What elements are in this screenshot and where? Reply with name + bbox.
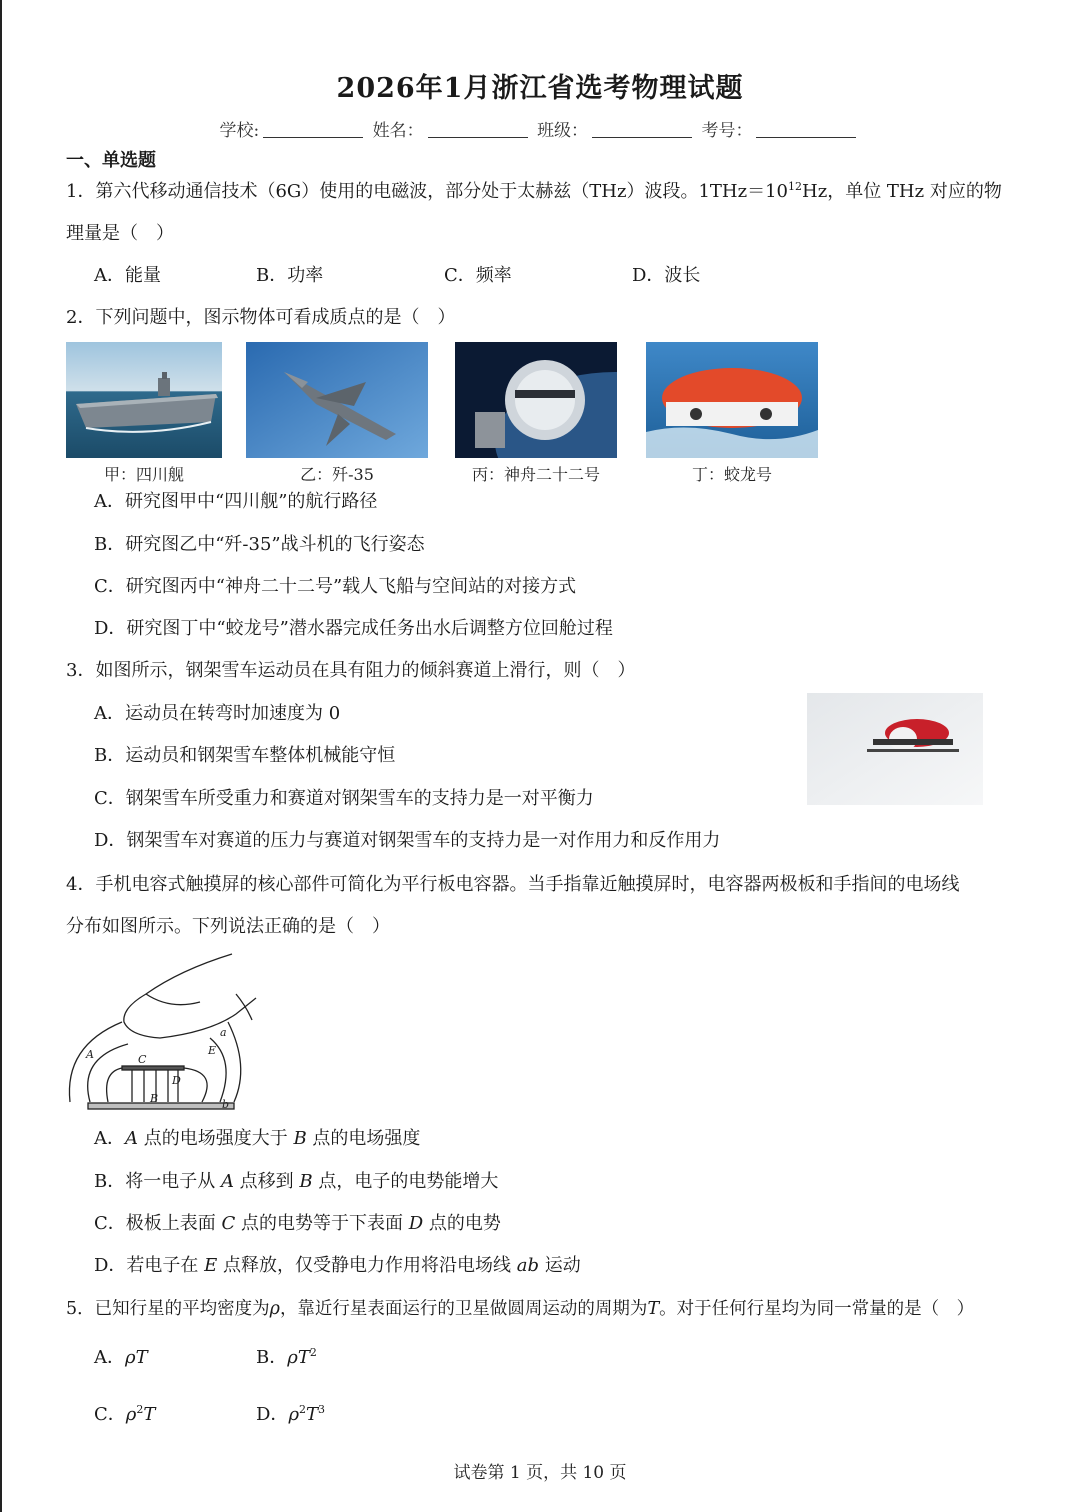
q4a-var2: B xyxy=(293,1128,307,1149)
q4-option-d[interactable] xyxy=(94,1256,581,1276)
q5d-b2: T xyxy=(306,1404,319,1425)
q4a-mid: 点的电场强度大于 xyxy=(138,1128,294,1149)
caption-jia: 甲：四川舰 xyxy=(103,465,184,484)
q5c-b2: T xyxy=(143,1404,156,1425)
q4a-pre: A． xyxy=(94,1128,125,1149)
q3-option-c[interactable]: C．钢架雪车所受重力和赛道对钢架雪车的支持力是一对平衡力 xyxy=(94,788,594,809)
q4d-var1: E xyxy=(204,1255,218,1276)
page-footer: 试卷第 1 页，共 10 页 xyxy=(453,1463,627,1483)
exam-no-blank[interactable] xyxy=(756,121,856,138)
q5d-b1: ρ xyxy=(288,1404,300,1425)
q4d-mid: 点释放，仅受静电力作用将沿电场线 xyxy=(217,1255,517,1276)
q4d-var2: ab xyxy=(516,1255,540,1276)
q5a-expr: ρT xyxy=(125,1347,148,1368)
q1-stem-line2: 理量是（ ） xyxy=(66,223,174,244)
q4a-post: 点的电场强度 xyxy=(306,1128,421,1149)
q4b-post: 点，电子的电势能增大 xyxy=(312,1171,499,1192)
q4c-pre: C．极板上表面 xyxy=(94,1213,222,1234)
q5-post: 。对于任何行星均为同一常量的是（ ） xyxy=(659,1299,975,1319)
q5c-exp: 2 xyxy=(136,1403,144,1416)
q4c-var1: C xyxy=(221,1213,236,1234)
q4c-post: 点的电势 xyxy=(423,1213,501,1234)
exam-title: 2026年1月浙江省选考物理试题 xyxy=(336,73,744,104)
q2-stem: 2．下列问题中，图示物体可看成质点的是（ ） xyxy=(66,307,456,328)
q1-exponent: 12 xyxy=(788,180,803,193)
q5b-label: B． xyxy=(256,1347,288,1368)
student-info-line xyxy=(0,116,1080,141)
label-A: A xyxy=(86,1048,94,1061)
page-left-border xyxy=(0,0,2,1512)
class-label: 班级： xyxy=(537,121,589,141)
photo-fighter-jet xyxy=(246,342,428,458)
q3-stem: 3．如图所示，钢架雪车运动员在具有阻力的倾斜赛道上滑行，则（ ） xyxy=(66,660,636,681)
q1-option-b[interactable]: B．功率 xyxy=(256,265,324,286)
q5-mid: ，靠近行星表面运行的卫星做圆周运动的周期为 xyxy=(279,1299,648,1319)
label-E: E xyxy=(208,1044,217,1057)
photo-aircraft-carrier xyxy=(66,342,222,458)
q4a-var1: A xyxy=(125,1128,138,1149)
q5-option-a[interactable] xyxy=(94,1348,148,1368)
name-blank[interactable] xyxy=(428,121,528,138)
q4b-pre: B．将一电子从 xyxy=(94,1171,221,1192)
q4d-pre: D．若电子在 xyxy=(94,1255,205,1276)
q5c-label: C． xyxy=(94,1404,126,1425)
q5d-exp2: 3 xyxy=(318,1403,326,1416)
section-heading: 一、单选题 xyxy=(66,150,156,171)
q4b-var2: B xyxy=(299,1171,313,1192)
electric-field-diagram xyxy=(60,950,260,1120)
photo-skeleton-sled xyxy=(807,693,983,805)
q1-text-a: 1．第六代移动通信技术（6G）使用的电磁波，部分处于太赫兹（THz）波段。1THz＝10 xyxy=(66,181,789,202)
q5b-expr: ρT xyxy=(287,1347,310,1368)
caption-ding: 丁：蛟龙号 xyxy=(691,465,772,484)
photo-submersible xyxy=(646,342,818,458)
exam-no-label: 考号： xyxy=(701,121,753,141)
school-label: 学校: xyxy=(219,121,260,141)
q5-option-d[interactable] xyxy=(256,1405,325,1425)
q4c-mid: 点的电势等于下表面 xyxy=(235,1213,409,1234)
q5d-label: D． xyxy=(256,1404,289,1425)
q5a-label: A． xyxy=(94,1347,125,1368)
q5d-exp1: 2 xyxy=(299,1403,307,1416)
q5-rho: ρ xyxy=(269,1299,280,1319)
q5-pre: 5．已知行星的平均密度为 xyxy=(66,1299,270,1319)
q4-option-b[interactable] xyxy=(94,1172,498,1192)
q1-stem xyxy=(66,182,1002,202)
q4b-mid: 点移到 xyxy=(233,1171,300,1192)
q4d-post: 运动 xyxy=(539,1255,581,1276)
photo-spacecraft xyxy=(455,342,617,458)
q5b-exp: 2 xyxy=(309,1346,317,1359)
q1-text-b: Hz，单位 THz 对应的物 xyxy=(802,181,1002,202)
q5c-b1: ρ xyxy=(125,1404,137,1425)
q5-option-b[interactable] xyxy=(256,1348,317,1368)
q5-option-c[interactable] xyxy=(94,1405,155,1425)
class-blank[interactable] xyxy=(592,121,692,138)
name-label: 姓名： xyxy=(372,121,424,141)
caption-bing: 丙：神舟二十二号 xyxy=(471,465,600,484)
q4-option-c[interactable] xyxy=(94,1214,501,1234)
label-a: a xyxy=(220,1026,227,1039)
q3-option-d[interactable]: D．钢架雪车对赛道的压力与赛道对钢架雪车的支持力是一对作用力和反作用力 xyxy=(94,830,721,851)
caption-yi: 乙：歼-35 xyxy=(300,465,374,484)
q1-option-d[interactable]: D．波长 xyxy=(632,265,701,286)
q4c-var2: D xyxy=(408,1213,424,1234)
q1-option-c[interactable]: C．频率 xyxy=(444,265,512,286)
label-D: D xyxy=(172,1074,181,1087)
q2-option-d[interactable]: D．研究图丁中“蛟龙号”潜水器完成任务出水后调整方位回舱过程 xyxy=(94,618,613,639)
q3-option-b[interactable]: B．运动员和钢架雪车整体机械能守恒 xyxy=(94,745,396,766)
q5-stem xyxy=(66,1299,974,1319)
q2-option-a[interactable]: A．研究图甲中“四川舰”的航行路径 xyxy=(94,491,378,512)
q3-option-a[interactable]: A．运动员在转弯时加速度为 0 xyxy=(94,703,341,724)
q2-option-b[interactable]: B．研究图乙中“歼-35”战斗机的飞行姿态 xyxy=(94,534,425,555)
label-B: B xyxy=(150,1092,159,1105)
q4b-var1: A xyxy=(220,1171,234,1192)
q4-stem-line1: 4．手机电容式触摸屏的核心部件可简化为平行板电容器。当手指靠近触摸屏时，电容器两极板和手指间的电场线 xyxy=(66,874,960,895)
label-C: C xyxy=(138,1053,147,1066)
q4-option-a[interactable] xyxy=(94,1129,420,1149)
label-b: b xyxy=(222,1098,230,1111)
q2-option-c[interactable]: C．研究图丙中“神舟二十二号”载人飞船与空间站的对接方式 xyxy=(94,576,577,597)
q1-option-a[interactable]: A．能量 xyxy=(94,265,161,286)
q4-stem-line2: 分布如图所示。下列说法正确的是（ ） xyxy=(66,916,390,937)
school-blank[interactable] xyxy=(263,121,363,138)
q5-T: T xyxy=(647,1299,660,1319)
